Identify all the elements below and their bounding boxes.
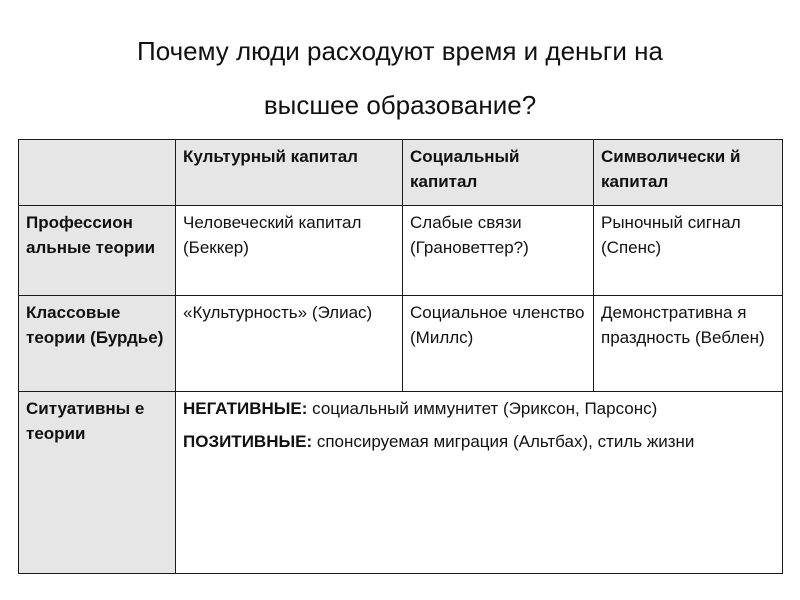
title-line-1: Почему люди расходуют время и деньги на — [137, 36, 663, 66]
negative-label: НЕГАТИВНЫЕ: — [183, 399, 308, 418]
theories-table — [18, 139, 783, 574]
positive-text: спонсируемая миграция (Альтбах), стиль жизни — [312, 432, 695, 451]
negative-paragraph — [183, 396, 776, 421]
column-header-cultural: Культурный капитал — [176, 140, 403, 206]
table-row — [19, 392, 783, 574]
positive-label: ПОЗИТИВНЫЕ: — [183, 432, 313, 451]
table-header-row — [19, 140, 783, 206]
column-header-social: Социальный капитал — [403, 140, 594, 206]
title-line-2: высшее образование? — [263, 90, 537, 120]
table-cell: Демонстративна я праздность (Веблен) — [594, 296, 783, 392]
table-cell: «Культурность» (Элиас) — [176, 296, 403, 392]
corner-cell — [19, 140, 176, 206]
situational-cell — [176, 392, 783, 574]
table-row — [19, 206, 783, 296]
negative-text: социальный иммунитет (Эриксон, Парсонс) — [307, 399, 658, 418]
positive-paragraph — [183, 429, 776, 454]
table-cell: Человеческий капитал (Беккер) — [176, 206, 403, 296]
row-header-professional: Профессион альные теории — [19, 206, 176, 296]
row-header-situational: Ситуативны е теории — [19, 392, 176, 574]
slide-title — [0, 24, 800, 132]
row-header-class: Классовые теории (Бурдье) — [19, 296, 176, 392]
table-cell: Слабые связи (Грановеттер?) — [403, 206, 594, 296]
table-cell: Рыночный сигнал (Спенс) — [594, 206, 783, 296]
table-cell: Социальное членство (Миллс) — [403, 296, 594, 392]
table-row — [19, 296, 783, 392]
column-header-symbolic: Символически й капитал — [594, 140, 783, 206]
